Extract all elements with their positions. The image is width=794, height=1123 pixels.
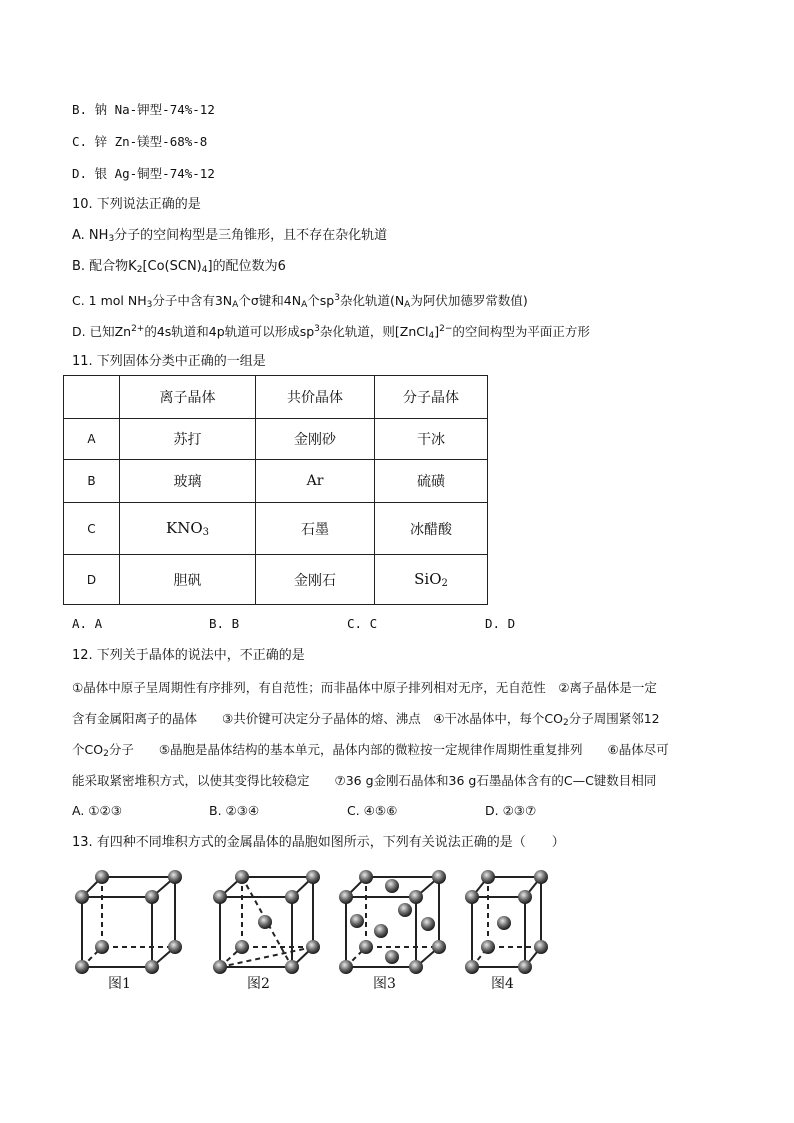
figure-4-unit-cell [465, 870, 548, 974]
q13-stem: 13. 有四种不同堆积方式的金属晶体的晶胞如图所示，下列有关说法正确的是（ ） [72, 835, 565, 850]
q10-option-d: D. 已知$Zn^{2+}$的4s轨道和4p轨道可以形成$sp^3$杂化轨道，则[ZnCl$_4$]$^{2-}$的空间构型为平面正方形 [72, 324, 590, 341]
figure-2-label: 图2 [247, 976, 270, 992]
table-cell: 硫磺 [375, 460, 488, 503]
table-row [64, 555, 488, 605]
row-label: C [64, 503, 120, 555]
table-header-cell: 离子晶体 [120, 376, 256, 419]
table-row [64, 460, 488, 503]
figure-4-label: 图4 [491, 976, 514, 992]
table-header-cell: 分子晶体 [375, 376, 488, 419]
q12-statement-line: 个$CO_2$分子 ⑤晶胞是晶体结构的基本单元，晶体内部的微粒按一定规律作周期性重复排列 ⑥晶体尽可 [72, 742, 669, 759]
table-row [64, 419, 488, 460]
figure-2-body-centered-cubic [213, 870, 320, 974]
q10-option-a: A. $NH_3$分子的空间构型是三角锥形，且不存在杂化轨道 [72, 228, 388, 244]
figure-3-label: 图3 [373, 976, 396, 992]
table-cell: $KNO_3$ [120, 503, 256, 555]
q10-option-c: C. 1 mol $NH_3$分子中含有$3N_A$个σ键和$4N_A$个$sp^3$杂化轨道($N_A$为阿伏加德罗常数值) [72, 293, 528, 310]
row-label: A [64, 419, 120, 460]
q12-option-b: B. ②③④ [209, 803, 260, 818]
q10-option-b: B. 配合物$K_2[Co(SCN)_4]$的配位数为6 [72, 259, 286, 275]
q12-stem: 12. 下列关于晶体的说法中，不正确的是 [72, 648, 305, 663]
table-row [64, 503, 488, 555]
table-cell: 苏打 [120, 419, 256, 460]
q9-option-c: C. 锌 Zn-镁型-68%-8 [72, 134, 208, 149]
table-cell: 玻璃 [120, 460, 256, 503]
q10-stem: 10. 下列说法正确的是 [72, 197, 201, 212]
q9-option-b: B. 钠 Na-钾型-74%-12 [72, 102, 215, 117]
table-cell: 冰醋酸 [375, 503, 488, 555]
q13-unit-cell-figures [0, 860, 794, 1020]
figure-3-face-centered-cubic [339, 870, 446, 974]
q12-statement-line: 能采取紧密堆积方式，以使其变得比较稳定 ⑦36 g金刚石晶体和36 g石墨晶体含有的C—C键数目相同 [72, 773, 657, 788]
table-cell: 金刚石 [256, 555, 375, 605]
row-label: D [64, 555, 120, 605]
q11-option-d: D. D [485, 616, 516, 631]
q11-option-b: B. B [209, 616, 240, 631]
q12-statement-line: ①晶体中原子呈周期性有序排列，有自范性；而非晶体中原子排列相对无序，无自范性 ②离子晶体是一定 [72, 680, 657, 695]
row-label: B [64, 460, 120, 503]
table-cell: 金刚砂 [256, 419, 375, 460]
table-header-cell [64, 376, 120, 419]
q11-classification-table [63, 375, 488, 605]
q12-option-d: D. ②③⑦ [485, 803, 537, 818]
q11-stem: 11. 下列固体分类中正确的一组是 [72, 354, 266, 369]
figure-1-label: 图1 [108, 976, 131, 992]
table-cell: 石墨 [256, 503, 375, 555]
table-header-row [64, 376, 488, 419]
q12-option-c: C. ④⑤⑥ [347, 803, 398, 818]
q12-statement-line: 含有金属阳离子的晶体 ③共价键可决定分子晶体的熔、沸点 ④干冰晶体中，每个$CO_2$分子周围紧邻12 [72, 711, 660, 728]
q12-option-a: A. ①②③ [72, 803, 122, 818]
figure-1-simple-cubic [75, 870, 182, 974]
q11-option-a: A. A [72, 616, 103, 631]
table-cell: 干冰 [375, 419, 488, 460]
table-cell: Ar [256, 460, 375, 503]
table-cell: SiO$_2$ [375, 555, 488, 605]
q11-option-c: C. C [347, 616, 378, 631]
q9-option-d: D. 银 Ag-铜型-74%-12 [72, 166, 215, 181]
table-header-cell: 共价晶体 [256, 376, 375, 419]
table-cell: 胆矾 [120, 555, 256, 605]
